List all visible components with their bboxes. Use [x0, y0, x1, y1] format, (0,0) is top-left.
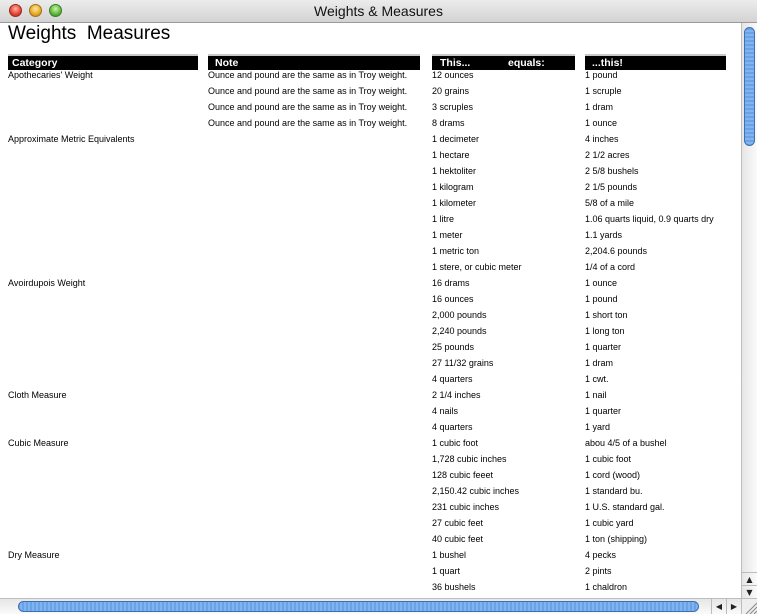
row-result: 2 pints: [585, 566, 612, 576]
row-result: 1 cubic yard: [585, 518, 634, 528]
row-result: 2 1/2 acres: [585, 150, 630, 160]
row-category: Apothecaries' Weight: [8, 70, 93, 80]
column-header-this-label: This...: [440, 57, 471, 69]
table-row[interactable]: [0, 532, 741, 548]
table-row[interactable]: [0, 404, 741, 420]
row-result: 1 ton (shipping): [585, 534, 648, 544]
row-category: Cloth Measure: [8, 390, 67, 400]
table-row[interactable]: [0, 148, 741, 164]
table-row[interactable]: [0, 84, 741, 100]
row-result: 1 pound: [585, 294, 618, 304]
table-row[interactable]: [0, 132, 741, 148]
table-row[interactable]: [0, 372, 741, 388]
row-this: 4 quarters: [432, 422, 473, 432]
row-this: 40 cubic feet: [432, 534, 484, 544]
arrow-up-icon[interactable]: ▲: [742, 572, 757, 585]
row-this: 2,000 pounds: [432, 310, 487, 320]
window-titlebar[interactable]: [0, 0, 757, 23]
table-row[interactable]: [0, 116, 741, 132]
row-this: 128 cubic feeet: [432, 470, 494, 480]
row-result: 1 dram: [585, 102, 614, 112]
table-row[interactable]: [0, 580, 741, 596]
row-result: 1 pound: [585, 70, 618, 80]
column-header-equals-label: equals:: [508, 57, 545, 69]
row-this: 1,728 cubic inches: [432, 454, 507, 464]
document-area: [0, 23, 741, 598]
column-header-result-label: ...this!: [592, 57, 623, 69]
table-row[interactable]: [0, 260, 741, 276]
row-result: 1 quarter: [585, 342, 622, 352]
row-this: 2,150.42 cubic inches: [432, 486, 520, 496]
row-this: 36 bushels: [432, 582, 476, 592]
arrow-down-icon[interactable]: ▼: [742, 585, 757, 598]
arrow-left-icon[interactable]: ◀: [711, 599, 726, 614]
row-this: 1 decimeter: [432, 134, 480, 144]
row-result: 1 quarter: [585, 406, 622, 416]
table-row[interactable]: [0, 356, 741, 372]
row-this: 1 quart: [432, 566, 461, 576]
row-this: 4 nails: [432, 406, 459, 416]
row-result: 1 short ton: [585, 310, 628, 320]
vertical-scroll-thumb[interactable]: [744, 27, 755, 146]
row-result: 1 long ton: [585, 326, 625, 336]
row-this: 1 stere, or cubic meter: [432, 262, 522, 272]
row-result: 4 pecks: [585, 550, 617, 560]
table-row[interactable]: [0, 324, 741, 340]
table-row[interactable]: [0, 484, 741, 500]
table-row[interactable]: [0, 564, 741, 580]
horizontal-scrollbar[interactable]: [0, 598, 741, 614]
row-result: 2 1/5 pounds: [585, 182, 638, 192]
table-row[interactable]: [0, 308, 741, 324]
row-result: 1 cwt.: [585, 374, 609, 384]
row-result: 1 nail: [585, 390, 607, 400]
row-this: 1 kilometer: [432, 198, 477, 208]
row-this: 1 hektoliter: [432, 166, 477, 176]
row-result: 1 ounce: [585, 118, 618, 128]
table-row[interactable]: [0, 436, 741, 452]
row-this: 1 kilogram: [432, 182, 474, 192]
row-this: 25 pounds: [432, 342, 475, 352]
table-row[interactable]: [0, 516, 741, 532]
row-this: 1 bushel: [432, 550, 467, 560]
row-this: 4 quarters: [432, 374, 473, 384]
resize-grip-icon[interactable]: [741, 598, 757, 614]
row-result: 1 ounce: [585, 278, 618, 288]
row-result: 1 U.S. standard gal.: [585, 502, 665, 512]
table-row[interactable]: [0, 452, 741, 468]
row-category: Approximate Metric Equivalents: [8, 134, 135, 144]
table-row[interactable]: [0, 164, 741, 180]
page-title: Weights Measures: [8, 23, 171, 44]
row-result: 4 inches: [585, 134, 619, 144]
table-row[interactable]: [0, 180, 741, 196]
row-result: 5/8 of a mile: [585, 198, 635, 208]
table-row[interactable]: [0, 196, 741, 212]
row-result: 1.06 quarts liquid, 0.9 quarts dry: [585, 214, 714, 224]
row-result: 1 cord (wood): [585, 470, 641, 480]
row-note: Ounce and pound are the same as in Troy weight.: [208, 102, 408, 112]
row-this: 27 cubic feet: [432, 518, 484, 528]
row-category: Cubic Measure: [8, 438, 69, 448]
table-row[interactable]: [0, 468, 741, 484]
table-row[interactable]: [0, 100, 741, 116]
row-this: 27 11/32 grains: [432, 358, 494, 368]
row-this: 1 cubic foot: [432, 438, 479, 448]
row-note: Ounce and pound are the same as in Troy weight.: [208, 70, 408, 80]
row-category: Avoirdupois Weight: [8, 278, 86, 288]
row-result: 1 standard bu.: [585, 486, 643, 496]
row-this: 1 litre: [432, 214, 455, 224]
row-result: 1 chaldron: [585, 582, 628, 592]
table-row[interactable]: [0, 420, 741, 436]
table-row[interactable]: [0, 500, 741, 516]
table-row[interactable]: [0, 244, 741, 260]
row-result: abou 4/5 of a bushel: [585, 438, 667, 448]
row-this: 16 drams: [432, 278, 470, 288]
arrow-right-icon[interactable]: ▶: [726, 599, 741, 614]
row-result: 2 5/8 bushels: [585, 166, 639, 176]
column-header-category-label: Category: [12, 57, 58, 69]
row-result: 1 scruple: [585, 86, 622, 96]
row-this: 1 hectare: [432, 150, 470, 160]
row-this: 1 meter: [432, 230, 463, 240]
table-row[interactable]: [0, 292, 741, 308]
horizontal-scroll-arrows: [711, 599, 741, 614]
row-note: Ounce and pound are the same as in Troy weight.: [208, 86, 408, 96]
table-row[interactable]: [0, 68, 741, 84]
row-this: 8 drams: [432, 118, 465, 128]
row-result: 1/4 of a cord: [585, 262, 636, 272]
row-this: 2,240 pounds: [432, 326, 487, 336]
table-row[interactable]: [0, 276, 741, 292]
row-this: 16 ounces: [432, 294, 474, 304]
column-header-note-label: Note: [215, 57, 239, 69]
row-this: 1 metric ton: [432, 246, 480, 256]
window-title: Weights & Measures: [314, 3, 443, 19]
row-note: Ounce and pound are the same as in Troy weight.: [208, 118, 408, 128]
vertical-scrollbar[interactable]: [741, 23, 757, 598]
row-result: 1 cubic foot: [585, 454, 632, 464]
table-row[interactable]: [0, 388, 741, 404]
row-this: 231 cubic inches: [432, 502, 500, 512]
row-result: 1 dram: [585, 358, 614, 368]
table-row[interactable]: [0, 340, 741, 356]
row-category: Dry Measure: [8, 550, 60, 560]
row-this: 12 ounces: [432, 70, 474, 80]
row-this: 3 scruples: [432, 102, 474, 112]
table-body: [0, 68, 741, 596]
vertical-scroll-arrows: [742, 572, 757, 598]
table-row[interactable]: [0, 548, 741, 564]
horizontal-scroll-thumb[interactable]: [18, 601, 699, 612]
row-this: 20 grains: [432, 86, 470, 96]
row-result: 2,204.6 pounds: [585, 246, 648, 256]
table-row[interactable]: [0, 228, 741, 244]
table-row[interactable]: [0, 212, 741, 228]
row-this: 2 1/4 inches: [432, 390, 481, 400]
row-result: 1.1 yards: [585, 230, 623, 240]
row-result: 1 yard: [585, 422, 611, 432]
